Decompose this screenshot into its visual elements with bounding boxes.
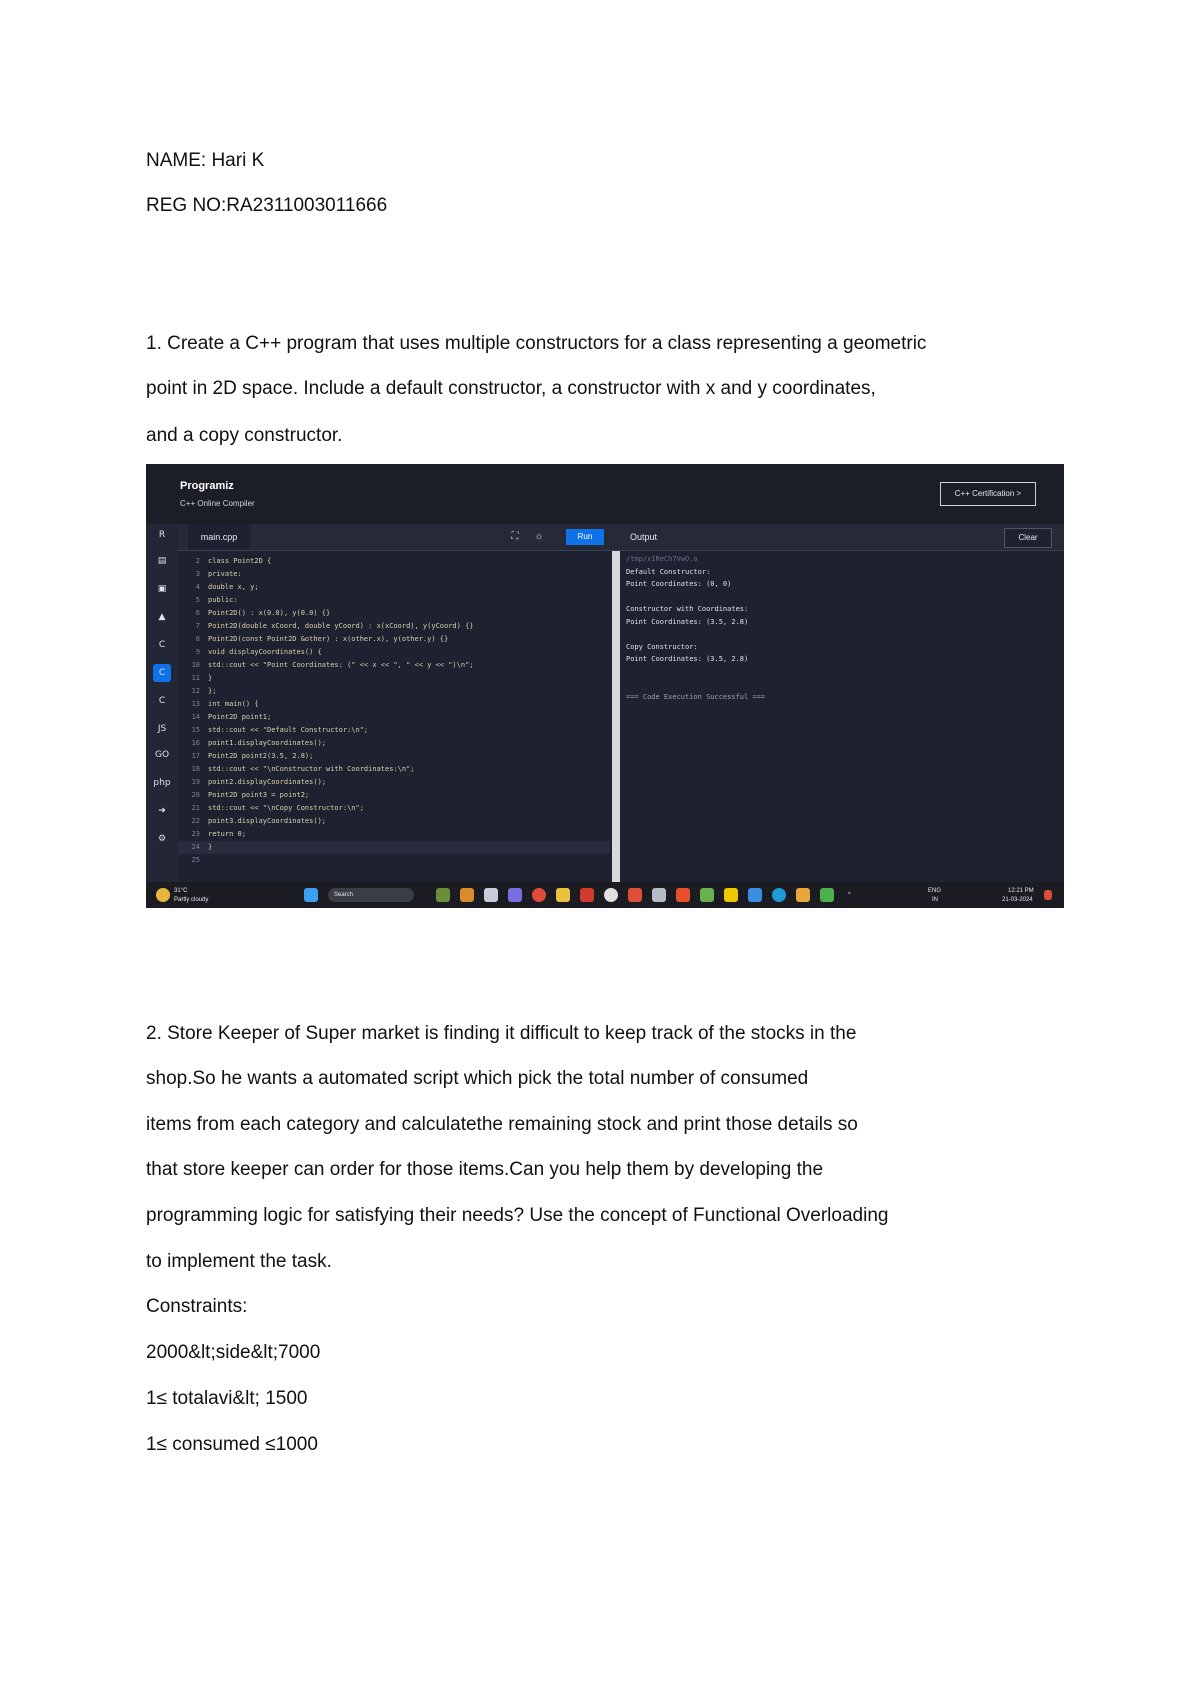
- code-text: Point2D point1;: [208, 713, 272, 721]
- question-2-line: items from each category and calculatethe remaining stock and print those details so: [146, 1114, 858, 1135]
- code-text: return 0;: [208, 830, 246, 838]
- html-icon[interactable]: ▲: [158, 612, 166, 622]
- output-line: === Code Execution Successful ===: [626, 692, 766, 701]
- output-panel: [624, 551, 1064, 882]
- code-line[interactable]: [178, 672, 610, 685]
- code-text: Point2D() : x(0.0), y(0.0) {}: [208, 609, 331, 617]
- line-number: 16: [191, 739, 200, 747]
- r-lang-icon[interactable]: R: [158, 530, 166, 540]
- code-text: std::cout << "Default Constructor:\n";: [208, 726, 369, 734]
- line-number: 10: [191, 661, 200, 669]
- line-number: 17: [191, 752, 200, 760]
- app-icon[interactable]: [700, 888, 714, 902]
- output-line: /tmp/x1ReCh7VwO.o: [626, 555, 698, 563]
- code-text: std::cout << "Point Coordinates: (" << x << ", " << y << ")\n";: [208, 661, 474, 669]
- code-line[interactable]: [178, 555, 610, 568]
- fullscreen-icon[interactable]: ⛶: [511, 531, 519, 542]
- theme-icon[interactable]: ☼: [534, 531, 544, 542]
- go-icon[interactable]: GO: [154, 750, 170, 760]
- line-number: 7: [195, 622, 200, 630]
- chrome-icon[interactable]: [532, 888, 546, 902]
- folder-icon[interactable]: [556, 888, 570, 902]
- programiz-logo: Programiz: [180, 480, 234, 492]
- code-text: class Point2D {: [208, 557, 272, 565]
- code-text: void displayCoordinates() {: [208, 648, 322, 656]
- code-line[interactable]: [178, 724, 610, 737]
- certification-button[interactable]: C++ Certification >: [940, 482, 1036, 506]
- code-line[interactable]: [178, 711, 610, 724]
- start-icon[interactable]: [304, 888, 318, 902]
- output-line: Copy Constructor:: [626, 642, 698, 651]
- question-2-line: shop.So he wants a automated script which pick the total number of consumed: [146, 1068, 809, 1089]
- output-line: Constructor with Coordinates:: [626, 605, 749, 613]
- line-number: 5: [195, 596, 200, 604]
- question-2-line: programming logic for satisfying their needs? Use the concept of Functional Overloading: [146, 1205, 889, 1226]
- app-icon[interactable]: [748, 888, 762, 902]
- swift-icon[interactable]: ➜: [158, 806, 166, 816]
- question-1-line: 1. Create a C++ program that uses multiple constructors for a class representing a geometric: [146, 333, 927, 354]
- csharp-icon[interactable]: C: [158, 696, 166, 706]
- code-text: Point2D(const Point2D &other) : x(other.x), y(other.y) {}: [208, 635, 449, 643]
- app-icon[interactable]: [604, 888, 618, 902]
- time: 12:21 PM: [1008, 888, 1034, 894]
- code-editor[interactable]: [178, 551, 618, 882]
- sql-icon[interactable]: ▣: [157, 584, 167, 594]
- app-icon[interactable]: [436, 888, 450, 902]
- line-number: 19: [191, 778, 200, 786]
- constraint-line: 2000&lt;side&lt;7000: [146, 1342, 321, 1363]
- code-line[interactable]: [178, 568, 610, 581]
- output-line: Point Coordinates: (3.5, 2.8): [626, 655, 749, 663]
- code-text: Point2D point3 = point2;: [208, 791, 310, 799]
- line-number: 11: [191, 674, 200, 682]
- line-number: 12: [191, 687, 200, 695]
- chevron-up-icon[interactable]: ^: [848, 892, 851, 898]
- app-icon[interactable]: [820, 888, 834, 902]
- line-number: 24: [191, 843, 200, 851]
- weather-desc: Partly cloudy: [174, 897, 209, 903]
- code-line[interactable]: [178, 581, 610, 594]
- reg-number: REG NO:RA2311003011666: [146, 195, 388, 216]
- windows-taskbar: [146, 882, 1064, 908]
- code-line[interactable]: [178, 698, 610, 711]
- app-icon[interactable]: [508, 888, 522, 902]
- compiler-screenshot: [146, 464, 1064, 908]
- code-line[interactable]: [178, 607, 610, 620]
- code-line[interactable]: [178, 685, 610, 698]
- line-number: 9: [195, 648, 200, 656]
- code-line[interactable]: [178, 763, 610, 776]
- line-number: 3: [195, 570, 200, 578]
- code-line[interactable]: [178, 750, 610, 763]
- code-text: Point2D(double xCoord, double yCoord) : x(xCoord), y(yCoord) {}: [208, 622, 474, 630]
- code-line[interactable]: [178, 776, 610, 789]
- app-icon[interactable]: [460, 888, 474, 902]
- code-line[interactable]: [178, 789, 610, 802]
- code-line[interactable]: [178, 841, 610, 854]
- line-number: 13: [191, 700, 200, 708]
- code-line[interactable]: [178, 594, 610, 607]
- app-icon[interactable]: [724, 888, 738, 902]
- editor-toolbar: [178, 524, 1064, 551]
- language-sidebar: [146, 524, 178, 882]
- c-lang-icon[interactable]: C: [158, 640, 166, 650]
- php-icon[interactable]: php: [153, 778, 171, 788]
- code-line[interactable]: [178, 620, 610, 633]
- output-line: Default Constructor:: [626, 567, 711, 576]
- line-number: 15: [191, 726, 200, 734]
- line-number: 14: [191, 713, 200, 721]
- code-line[interactable]: [178, 828, 610, 841]
- app-icon[interactable]: [484, 888, 498, 902]
- line-number: 18: [191, 765, 200, 773]
- lang-indicator[interactable]: ENG: [928, 888, 942, 894]
- edge-icon[interactable]: [772, 888, 786, 902]
- app-icon[interactable]: [628, 888, 642, 902]
- code-line[interactable]: [178, 646, 610, 659]
- javascript-icon[interactable]: JS: [157, 724, 167, 734]
- python-icon[interactable]: ▤: [157, 556, 167, 566]
- code-text: }: [208, 674, 213, 682]
- date: 21-03-2024: [1002, 897, 1033, 903]
- question-2-line: 2. Store Keeper of Super market is finding it difficult to keep track of the stocks in the: [146, 1023, 857, 1044]
- weather-temp: 31°C: [174, 888, 188, 894]
- run-button[interactable]: Run: [566, 529, 604, 545]
- brave-icon[interactable]: [676, 888, 690, 902]
- question-2-line: that store keeper can order for those items.Can you help them by developing the: [146, 1159, 824, 1180]
- constraints-heading: Constraints:: [146, 1296, 248, 1317]
- code-text: std::cout << "\nConstructor with Coordinates:\n";: [208, 765, 415, 773]
- code-text: Point2D point2(3.5, 2.8);: [208, 752, 314, 760]
- question-1-line: point in 2D space. Include a default constructor, a constructor with x and y coordinates,: [146, 378, 876, 399]
- code-text: public:: [208, 596, 238, 604]
- code-text: std::cout << "\nCopy Constructor:\n";: [208, 804, 364, 812]
- code-text: private:: [208, 570, 242, 578]
- cpp-icon[interactable]: C: [153, 664, 171, 682]
- app-icon[interactable]: [796, 888, 810, 902]
- tab-main-cpp[interactable]: main.cpp: [188, 524, 250, 550]
- code-text: point1.displayCoordinates();: [208, 739, 327, 747]
- output-line: Point Coordinates: (3.5, 2.8): [626, 617, 749, 626]
- line-number: 2: [195, 557, 200, 565]
- output-label: Output: [630, 532, 658, 542]
- code-line[interactable]: [178, 737, 610, 750]
- code-line[interactable]: [178, 802, 610, 815]
- lang-sub: IN: [932, 897, 938, 903]
- line-number: 20: [191, 791, 200, 799]
- question-2-line: to implement the task.: [146, 1251, 332, 1272]
- compiler-subtitle: C++ Online Compiler: [180, 499, 255, 508]
- line-number: 22: [191, 817, 200, 825]
- app-icon[interactable]: [580, 888, 594, 902]
- constraint-line: 1≤ consumed ≤1000: [146, 1434, 318, 1455]
- code-text: int main() {: [208, 700, 259, 708]
- line-number: 21: [191, 804, 200, 812]
- code-text: };: [208, 687, 217, 695]
- student-name: NAME: Hari K: [146, 150, 265, 171]
- code-line[interactable]: [178, 854, 610, 867]
- line-number: 8: [195, 635, 200, 643]
- code-text: }: [208, 843, 213, 851]
- code-text: point2.displayCoordinates();: [208, 778, 327, 786]
- compiler-header: [146, 464, 1064, 525]
- notification-bell-icon[interactable]: [1044, 890, 1052, 900]
- code-text: double x, y;: [208, 583, 259, 591]
- weather-icon[interactable]: [156, 888, 170, 902]
- rust-icon[interactable]: ⚙: [157, 834, 167, 844]
- editor-scrollbar[interactable]: [612, 551, 620, 882]
- code-line[interactable]: [178, 659, 610, 672]
- constraint-line: 1≤ totalavi&lt; 1500: [146, 1388, 308, 1409]
- line-number: 6: [195, 609, 200, 617]
- app-icon[interactable]: [652, 888, 666, 902]
- question-1-line: and a copy constructor.: [146, 425, 343, 446]
- output-line: Point Coordinates: (0, 0): [626, 580, 732, 588]
- clear-button[interactable]: Clear: [1004, 528, 1052, 548]
- code-line[interactable]: [178, 633, 610, 646]
- code-line[interactable]: [178, 815, 610, 828]
- line-number: 23: [191, 830, 200, 838]
- taskbar-search[interactable]: Search: [328, 888, 414, 902]
- line-number: 4: [195, 583, 200, 591]
- line-number: 25: [191, 856, 200, 864]
- code-text: point3.displayCoordinates();: [208, 817, 327, 825]
